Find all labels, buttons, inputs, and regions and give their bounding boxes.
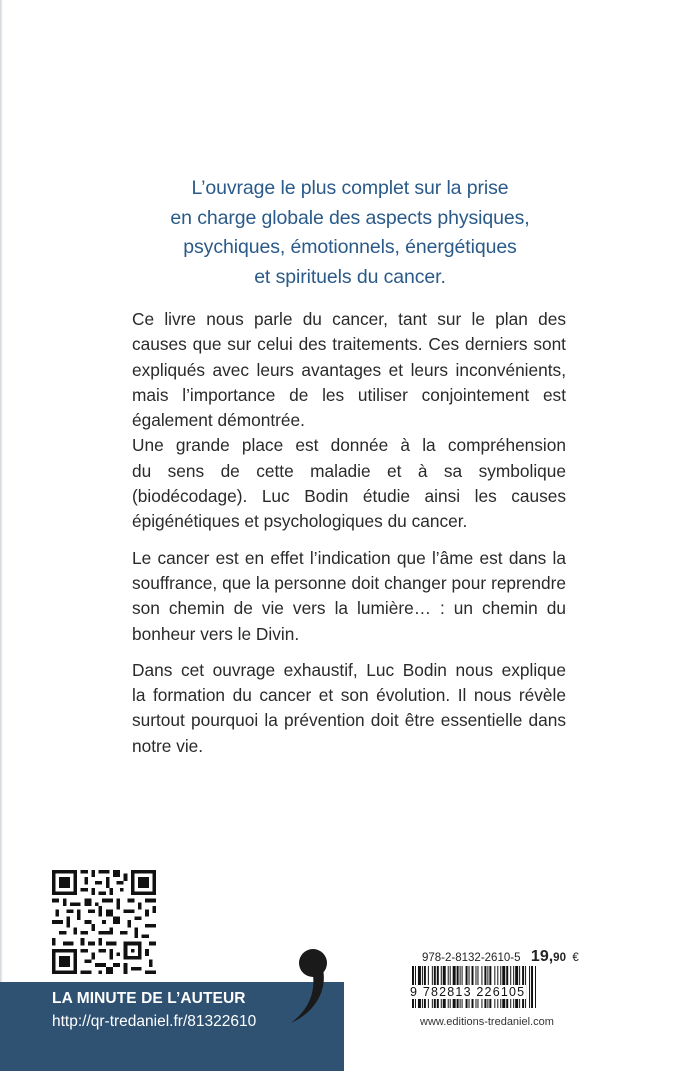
- qr-code-icon[interactable]: [52, 870, 156, 974]
- barcode-digits: [409, 985, 567, 999]
- text-line: (biodécodage). Luc Bodin étudie ainsi les causes: [132, 486, 566, 507]
- text-line: son chemin de vie vers la lumière… : un chemin du: [132, 598, 566, 619]
- text-line: mais l’importance de les utiliser conjointement est: [132, 384, 566, 405]
- text-line: bonheur vers le Divin.: [132, 623, 300, 644]
- description-paragraph-1: [132, 307, 566, 535]
- text-line: notre vie.: [132, 735, 204, 756]
- text-line: épigénétiques et psychologiques du cancer.: [132, 511, 468, 532]
- publisher-quote-logo-icon: [283, 945, 333, 1025]
- publisher-website[interactable]: www.editions-tredaniel.com: [420, 1016, 554, 1028]
- text-line: la formation du cancer et son évolution. Il nous révèle: [132, 685, 566, 706]
- tagline-line: en charge globale des aspects physiques,: [170, 206, 530, 229]
- tagline-line: et spirituels du cancer.: [254, 265, 446, 288]
- cover-edge-shadow: [0, 0, 3, 1071]
- text-line: Une grande place est donnée à la compréhension: [132, 435, 566, 456]
- text-line: surtout pourquoi la prévention doit être essentielle dans: [132, 710, 566, 731]
- price-integer: 19,: [530, 948, 554, 965]
- description-paragraph-2: [132, 546, 566, 647]
- description-paragraph-3: [132, 658, 566, 759]
- author-minute-link[interactable]: http://qr-tredaniel.fr/81322610: [52, 1013, 257, 1030]
- tagline-line: L’ouvrage le plus complet sur la prise: [191, 177, 509, 199]
- author-minute-title: LA MINUTE DE L’AUTEUR: [52, 990, 246, 1007]
- text-line: expliqués avec leurs avantages et leurs inconvénients,: [132, 359, 566, 380]
- text-line: Ce livre nous parle du cancer, tant sur le plan des: [132, 309, 566, 329]
- text-line: Dans cet ouvrage exhaustif, Luc Bodin nous explique: [132, 659, 566, 680]
- price-decimals: 90: [553, 952, 566, 964]
- text-line: également démontrée.: [132, 410, 305, 431]
- text-line: du sens de cette maladie et à sa symbolique: [132, 460, 566, 481]
- barcode-digit-text: 9 782813 226105: [410, 985, 526, 999]
- text-line: souffrance, que la personne doit changer pour reprendre: [132, 572, 566, 593]
- isbn-price-line: [422, 948, 579, 966]
- tagline: [130, 174, 570, 292]
- isbn-number: 978-2-8132-2610-5: [422, 952, 521, 964]
- price-currency: €: [572, 952, 579, 964]
- text-line: Le cancer est en effet l’indication que l’âme est dans la: [132, 547, 566, 568]
- description: [132, 307, 566, 759]
- tagline-line: psychiques, émotionnels, énergétiques: [183, 236, 517, 258]
- text-line: causes que sur celui des traitements. Ces derniers sont: [132, 334, 566, 355]
